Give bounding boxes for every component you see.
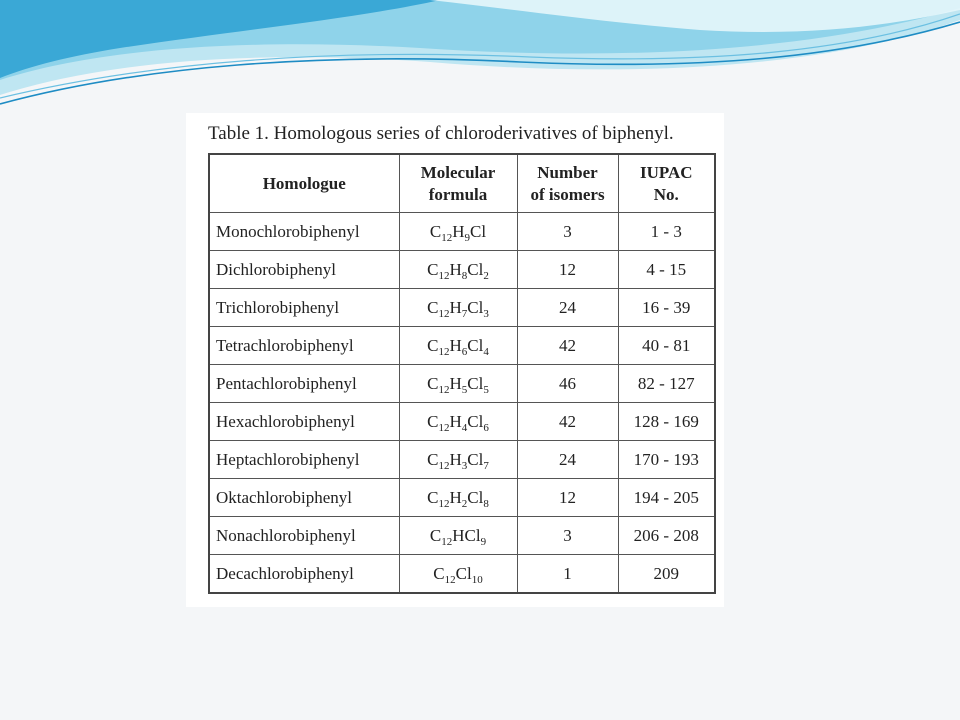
table-header-row bbox=[209, 154, 715, 213]
homologue-name: Nonachlorobiphenyl bbox=[209, 517, 399, 555]
formula-element: H bbox=[449, 449, 462, 469]
formula-subscript: 4 bbox=[461, 421, 468, 434]
number-of-isomers: 24 bbox=[517, 441, 618, 479]
iupac-number: 1 - 3 bbox=[618, 213, 715, 251]
formula-element: Cl bbox=[467, 449, 484, 469]
number-of-isomers: 3 bbox=[517, 213, 618, 251]
formula-element: H bbox=[449, 297, 462, 317]
formula-subscript: 6 bbox=[483, 421, 489, 434]
iupac-number: 194 - 205 bbox=[618, 479, 715, 517]
formula-element: Cl bbox=[455, 563, 472, 583]
iupac-number: 170 - 193 bbox=[618, 441, 715, 479]
table-row bbox=[209, 517, 715, 555]
formula-element: C bbox=[427, 297, 439, 317]
number-of-isomers: 42 bbox=[517, 403, 618, 441]
formula-element: C bbox=[427, 373, 439, 393]
formula-element: HCl bbox=[452, 525, 481, 545]
table-row bbox=[209, 213, 715, 251]
formula-subscript: 5 bbox=[461, 383, 468, 396]
formula-subscript: 3 bbox=[461, 459, 468, 472]
molecular-formula bbox=[399, 403, 517, 441]
formula-subscript: 12 bbox=[438, 459, 450, 472]
table-row bbox=[209, 327, 715, 365]
formula-subscript: 10 bbox=[471, 573, 483, 586]
formula-element: Cl bbox=[467, 259, 484, 279]
formula-element: C bbox=[427, 411, 439, 431]
molecular-formula bbox=[399, 365, 517, 403]
formula-subscript: 4 bbox=[483, 345, 489, 358]
molecular-formula bbox=[399, 441, 517, 479]
molecular-formula bbox=[399, 555, 517, 594]
formula-subscript: 12 bbox=[438, 307, 450, 320]
formula-subscript: 12 bbox=[438, 497, 450, 510]
table-row bbox=[209, 251, 715, 289]
number-of-isomers: 24 bbox=[517, 289, 618, 327]
homologue-name: Heptachlorobiphenyl bbox=[209, 441, 399, 479]
homologue-name: Decachlorobiphenyl bbox=[209, 555, 399, 594]
iupac-number: 40 - 81 bbox=[618, 327, 715, 365]
number-of-isomers: 3 bbox=[517, 517, 618, 555]
formula-subscript: 5 bbox=[483, 383, 489, 396]
formula-element: C bbox=[429, 525, 442, 545]
formula-element: H bbox=[449, 487, 462, 507]
molecular-formula bbox=[399, 289, 517, 327]
formula-subscript: 2 bbox=[461, 497, 468, 510]
formula-subscript: 9 bbox=[480, 535, 487, 548]
homologue-name: Tetrachlorobiphenyl bbox=[209, 327, 399, 365]
formula-element: Cl bbox=[467, 373, 484, 393]
formula-element: H bbox=[449, 259, 462, 279]
formula-subscript: 3 bbox=[483, 307, 489, 320]
homologue-name: Pentachlorobiphenyl bbox=[209, 365, 399, 403]
homologue-table bbox=[208, 153, 716, 594]
formula-element: Cl bbox=[467, 487, 484, 507]
molecular-formula bbox=[399, 327, 517, 365]
header-molecular-formula: Molecular formula bbox=[399, 154, 517, 213]
formula-element: Cl bbox=[467, 297, 484, 317]
formula-element: H bbox=[449, 373, 462, 393]
formula-subscript: 7 bbox=[461, 307, 468, 320]
table-row bbox=[209, 479, 715, 517]
formula-element: C bbox=[427, 259, 439, 279]
formula-subscript: 12 bbox=[438, 345, 450, 358]
formula-subscript: 2 bbox=[483, 269, 489, 282]
formula-element: Cl bbox=[467, 411, 484, 431]
number-of-isomers: 42 bbox=[517, 327, 618, 365]
table-caption: Table 1. Homologous series of chloroderivatives of biphenyl. bbox=[208, 123, 674, 144]
homologue-name: Hexachlorobiphenyl bbox=[209, 403, 399, 441]
formula-subscript: 8 bbox=[483, 497, 489, 510]
formula-subscript: 12 bbox=[438, 269, 450, 282]
formula-element: Cl bbox=[467, 335, 484, 355]
header-iupac-no: IUPAC No. bbox=[618, 154, 715, 213]
formula-element: H bbox=[449, 411, 462, 431]
molecular-formula bbox=[399, 251, 517, 289]
formula-element: H bbox=[452, 221, 465, 241]
decorative-wave-header bbox=[0, 0, 960, 120]
table-row bbox=[209, 289, 715, 327]
formula-element: Cl bbox=[470, 221, 487, 241]
formula-element: C bbox=[433, 563, 445, 583]
iupac-number: 206 - 208 bbox=[618, 517, 715, 555]
iupac-number: 209 bbox=[618, 555, 715, 594]
header-homologue: Homologue bbox=[209, 154, 399, 213]
table-row bbox=[209, 365, 715, 403]
table-figure bbox=[186, 113, 724, 607]
formula-subscript: 12 bbox=[441, 231, 453, 244]
formula-subscript: 12 bbox=[441, 535, 453, 548]
formula-subscript: 12 bbox=[438, 421, 450, 434]
formula-subscript: 7 bbox=[483, 459, 489, 472]
table-row bbox=[209, 555, 715, 594]
formula-element: C bbox=[429, 221, 442, 241]
formula-subscript: 12 bbox=[444, 573, 456, 586]
iupac-number: 82 - 127 bbox=[618, 365, 715, 403]
table-row bbox=[209, 441, 715, 479]
header-number-of-isomers: Number of isomers bbox=[517, 154, 618, 213]
formula-element: C bbox=[427, 449, 439, 469]
number-of-isomers: 12 bbox=[517, 479, 618, 517]
homologue-name: Trichlorobiphenyl bbox=[209, 289, 399, 327]
homologue-name: Monochlorobiphenyl bbox=[209, 213, 399, 251]
formula-subscript: 12 bbox=[438, 383, 450, 396]
molecular-formula bbox=[399, 479, 517, 517]
formula-element: H bbox=[449, 335, 462, 355]
molecular-formula bbox=[399, 517, 517, 555]
formula-element: C bbox=[427, 487, 439, 507]
homologue-name: Oktachlorobiphenyl bbox=[209, 479, 399, 517]
iupac-number: 16 - 39 bbox=[618, 289, 715, 327]
formula-element: C bbox=[427, 335, 439, 355]
molecular-formula bbox=[399, 213, 517, 251]
formula-subscript: 6 bbox=[461, 345, 468, 358]
table-row bbox=[209, 403, 715, 441]
number-of-isomers: 1 bbox=[517, 555, 618, 594]
iupac-number: 4 - 15 bbox=[618, 251, 715, 289]
number-of-isomers: 46 bbox=[517, 365, 618, 403]
formula-subscript: 8 bbox=[461, 269, 468, 282]
iupac-number: 128 - 169 bbox=[618, 403, 715, 441]
formula-subscript: 9 bbox=[464, 231, 471, 244]
homologue-name: Dichlorobiphenyl bbox=[209, 251, 399, 289]
number-of-isomers: 12 bbox=[517, 251, 618, 289]
